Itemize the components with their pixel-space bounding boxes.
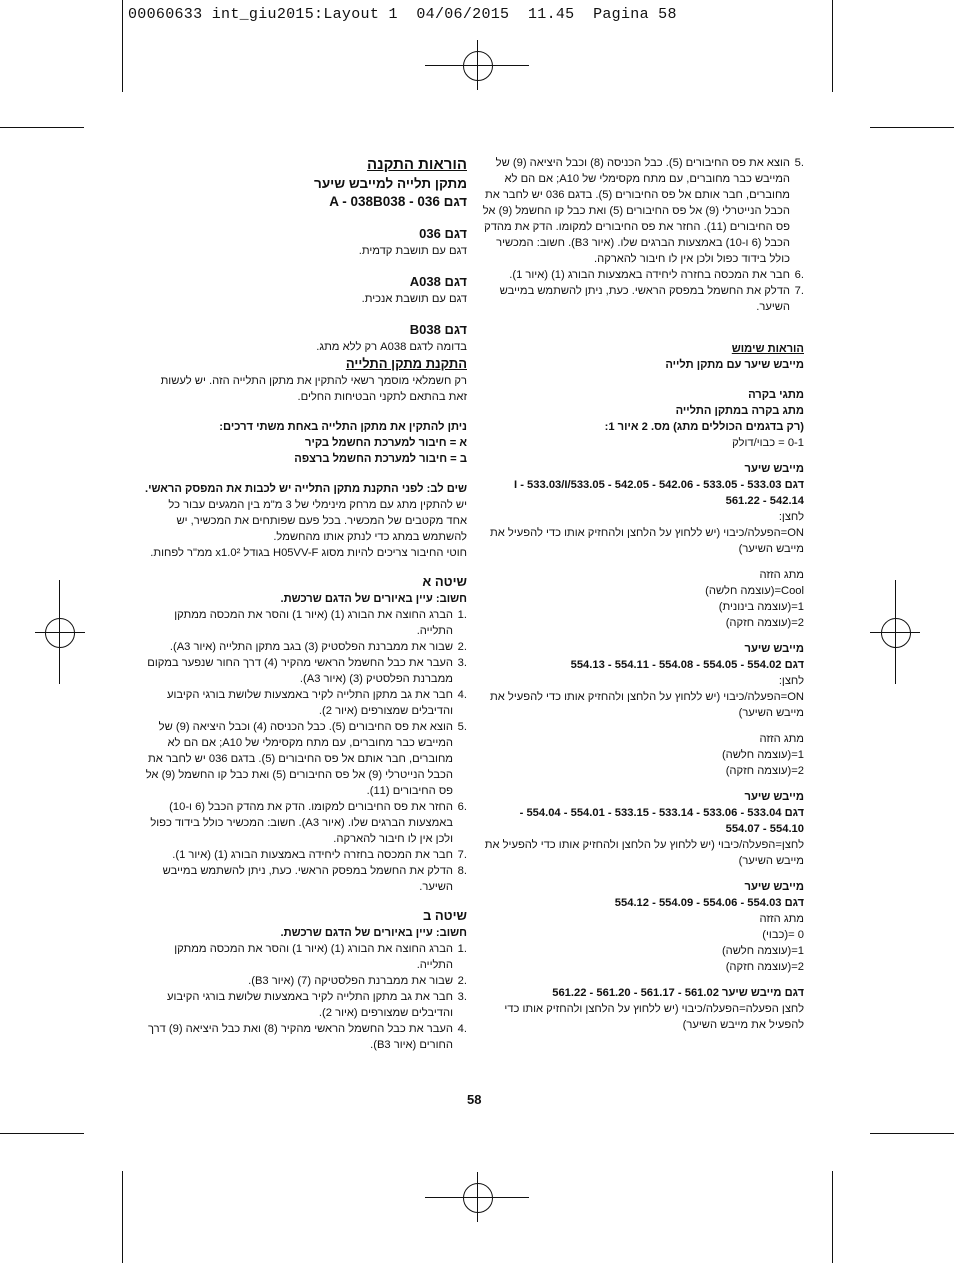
method-a-title: שיטה א bbox=[422, 574, 467, 589]
crop-mark-h-right-bottom bbox=[870, 1133, 954, 1134]
cable-spec: חוטי החיבור צריכים להיות מסוג H05VV-F בגודל x1.0² ממ"ר לפחות. bbox=[150, 547, 467, 559]
controls-title: מתגי בקרה bbox=[748, 389, 804, 401]
crop-mark-h-right-top bbox=[870, 127, 954, 128]
list-item: 7. הדלק את החשמל במפסק הראשי. כעת, ניתן להשתמש במייבש השיער. bbox=[499, 285, 804, 313]
hanger-install-text: רק חשמלאי מוסמך רשאי להתקין את מתקן התלייה הזה. יש לעשות זאת בהתאם לתקני הבטיחות החלים. bbox=[160, 375, 467, 403]
group1-button: לחצן: bbox=[778, 511, 804, 523]
group1-cool: Cool=(עוצמה חלשה) bbox=[705, 585, 804, 597]
group3-models: דגם 533.04 - 533.06 - 533.14 - 533.15 - 554.01 - 554.04 - bbox=[519, 807, 804, 819]
group3-models-2: 554.10 - 554.07 bbox=[725, 823, 804, 835]
method-a-steps bbox=[145, 607, 467, 895]
group4-heat: מתג הזזה bbox=[759, 913, 804, 925]
list-item: 6. חבר את המכסה בחזרה ליחידה באמצעות הבורג (1) (איור 1). bbox=[509, 269, 804, 281]
group4-models: דגם 554.03 - 554.06 - 554.09 - 554.12 bbox=[614, 897, 804, 909]
crop-mark-v-left-bottom bbox=[122, 1171, 123, 1263]
group2-heat: מתג הזזה bbox=[759, 733, 804, 745]
method-a-note: חשוב: עיין באיורים של הדגם שרכשת. bbox=[280, 593, 467, 605]
method-b-note: חשוב: עיין באיורים של הדגם שרכשת. bbox=[280, 927, 467, 939]
list-item: 3. חבר את גב מתקן התלייה לקיר באמצעות שלושת בורגי הקיבוע והדיבלים שמצורפים (איור 2). bbox=[166, 991, 467, 1019]
group2-2: 2=(עוצמה חזקה) bbox=[725, 765, 804, 777]
group2-button: לחצן: bbox=[778, 675, 804, 687]
install-models: דגם A - 038B038 - 036 bbox=[329, 194, 467, 209]
crop-mark-v-right-top bbox=[832, 0, 833, 92]
usage-subtitle: מייבש שיער עם מתקן תלייה bbox=[665, 359, 804, 371]
group1-heat: מתג הזזה bbox=[759, 569, 804, 581]
methods-intro: ניתן להתקין את מתקן התלייה באחת משתי דרכים: bbox=[219, 421, 467, 433]
group2-models: דגם 554.02 - 554.05 - 554.08 - 554.11 - 554.13 bbox=[570, 659, 804, 671]
list-item: 2. שבור את ממברנת הפלסטיק (3) בגב מתקן התלייה (איור A3). bbox=[169, 641, 467, 653]
method-b-steps bbox=[145, 941, 467, 1053]
method-b: ב = חיבור למערכת החשמל ברצפה bbox=[294, 453, 467, 465]
group4-head: מייבש שיער bbox=[744, 881, 804, 893]
list-item: 5. הוצא את פס החיבורים (5). כבל הכניסה (8) וכבל היציאה (9) של המייבש כבר מחוברים, עם מתח מקסימלי של A10; אם הם לא מחוברים, חבר אותם אל פס החיבורים (5). בדגם 036 יש לחבר את הכבל הנייטרלי (9) אל פס החיבורים (5) ואת כבל קו החשמל (9) אל פס החיבורים (11). החזר את פס החיבורים למקומו. הדק את מהדק הכבל (6 ו-10) באמצעות הברגים שלו. (איור B3). חשוב: המכשיר כולל בידוד כפול ולכן אין לו חיבור להארקה. bbox=[482, 157, 804, 265]
group5-text: לחצן הפעלה=הפעלה/כיבוי (יש ללחוץ על הלחצן ולהחזיק אותו כדי להפעיל את מייבש השיער) bbox=[504, 1003, 804, 1031]
hanger-install-title: התקנת מתקן התלייה bbox=[345, 356, 467, 371]
model-b038-title: דגם B038 bbox=[409, 322, 467, 337]
group4-2: 2=(עוצמה חזקה) bbox=[725, 961, 804, 973]
crop-mark-v-left-top bbox=[122, 0, 123, 92]
list-item: 7. חבר את המכסה בחזרה ליחידה באמצעות הבורג (1) (איור 1). bbox=[172, 849, 467, 861]
group2-on: ON=הפעלה/כיבוי (יש ללחוץ על הלחצן ולהחזיק אותו כדי להפעיל את מייבש השיער) bbox=[490, 691, 804, 719]
group4-1: 1=(עוצמה חלשה) bbox=[721, 945, 804, 957]
group1-1: 1=(עוצמה בינונית) bbox=[718, 601, 804, 613]
group2-1: 1=(עוצמה חלשה) bbox=[721, 749, 804, 761]
list-item: 8. הדלק את החשמל במפסק הראשי. כעת, ניתן להשתמש במייבש השיער. bbox=[162, 865, 467, 893]
safety-note-text: יש להתקין מתג עם מרחק מינימלי של 3 מ"מ בין המגעים עבור כל אחד מקטבים של המכשיר. בכל פעם שפותחים את המכשיר, יש להשתמש במתג כדי לנתק אותו מהחשמל. bbox=[168, 499, 467, 543]
method-b-title: שיטה ב bbox=[422, 908, 467, 923]
model-a038-title: דגם A038 bbox=[409, 274, 467, 289]
left-column bbox=[482, 155, 804, 1033]
print-slug: 00060633 int_giu2015:Layout 1 04/06/2015 11.45 Pagina 58 bbox=[128, 6, 677, 23]
group3-head: מייבש שיער bbox=[744, 791, 804, 803]
method-b-steps-continued bbox=[482, 155, 804, 315]
list-item: 3. העבר את כבל החשמל הראשי מהקיר (4) דרך החור שנפער במקום ממברנת הפלסטיק (3) (איור A3). bbox=[147, 657, 467, 685]
list-item: 1. הברג החוצה את הבורג (1) (איור 1) והסר את המכסה ממתקן התלייה. bbox=[174, 609, 467, 637]
model-b038-text: בדומה לדגם A038 רק ללא מתג. bbox=[316, 341, 467, 353]
list-item: 4. העבר את כבל החשמל הראשי מהקיר (8) ואת כבל היציאה (9) דרך החורים (איור B3). bbox=[147, 1023, 467, 1051]
group1-head: מייבש שיער bbox=[744, 463, 804, 475]
model-036-title: דגם 036 bbox=[419, 226, 467, 241]
group1-models: דגם 533.03 - 533.05 - 542.06 - 542.05 - 533.05/I - 533.03/I bbox=[514, 479, 804, 491]
right-column bbox=[145, 155, 467, 1053]
page-number: 58 bbox=[467, 1092, 482, 1107]
list-item: 5. הוצא את פס החיבורים (5). כבל הכניסה (4) וכבל היציאה (9) של המייבש כבר מחוברים, עם מתח מקסימלי של A10; אם הם לא מחוברים, חבר אותם אל פס החיבורים (5). בדגם 036 יש לחבר את הכבל הנייטרלי (9) אל פס החיבורים (5) ואת כבל קו החשמל (9) אל פס החיבורים (11). bbox=[145, 721, 467, 797]
controls-value: 0-1 = כבוי/דולק bbox=[732, 437, 804, 449]
group1-on: ON=הפעלה/כיבוי (יש ללחוץ על הלחצן ולהחזיק אותו כדי להפעיל את מייבש השיער) bbox=[490, 527, 804, 555]
group1-models-2: 542.14 - 561.22 bbox=[725, 495, 804, 507]
model-036-text: דגם עם תושבת קדמית. bbox=[358, 245, 467, 257]
list-item: 4. חבר את גב מתקן התלייה לקיר באמצעות שלושת בורגי הקיבוע והדיבלים שמצורפים (איור 2). bbox=[166, 689, 467, 717]
controls-models: (רק בדגמים הכוללים מתג) מס. 2 איור 1: bbox=[604, 421, 804, 433]
group1-2: 2=(עוצמה חזקה) bbox=[725, 617, 804, 629]
crop-mark-h-left-top bbox=[0, 127, 84, 128]
method-a: א = חיבור למערכת החשמל בקיר bbox=[305, 437, 467, 449]
controls-subtitle: מתג בקרה במתקן התלייה bbox=[675, 405, 804, 417]
group5-head: דגם מייבש שיער 561.02 - 561.17 - 561.20 - 561.22 bbox=[552, 987, 804, 999]
crop-mark-v-right-bottom bbox=[832, 1171, 833, 1263]
group4-0: 0 =(כבוי) bbox=[762, 929, 804, 941]
safety-note: שים לב: לפני התקנת מתקן התלייה יש לכבות את המפסק הראשי. bbox=[144, 483, 467, 495]
usage-title: הוראות שימוש bbox=[731, 343, 804, 355]
crop-mark-h-left-bottom bbox=[0, 1133, 84, 1134]
group2-head: מייבש שיער bbox=[744, 643, 804, 655]
list-item: 2. שבור את ממברנת הפלסטיקה (7) (איור B3). bbox=[248, 975, 467, 987]
group3-on: לחצן=הפעלה/כיבוי (יש ללחוץ על הלחצן ולהחזיק אותו כדי להפעיל את מייבש השיער) bbox=[484, 839, 804, 867]
install-subtitle: מתקן תלייה למייבש שיער bbox=[314, 176, 467, 191]
model-a038-text: דגם עם תושבת אנכית. bbox=[361, 293, 467, 305]
list-item: 6. החזר את פס החיבורים למקומו. הדק את מהדק הכבל (6 ו-10) באמצעות הברגים שלו. (איור A3). חשוב: המכשיר כולל בידוד כפול ולכן אין לו חיבור להארקה. bbox=[150, 801, 467, 845]
list-item: 1. הברג החוצה את הבורג (1) (איור 1) והסר את המכסה ממתקן התלייה. bbox=[174, 943, 467, 971]
install-title: הוראות התקנה bbox=[366, 156, 467, 173]
